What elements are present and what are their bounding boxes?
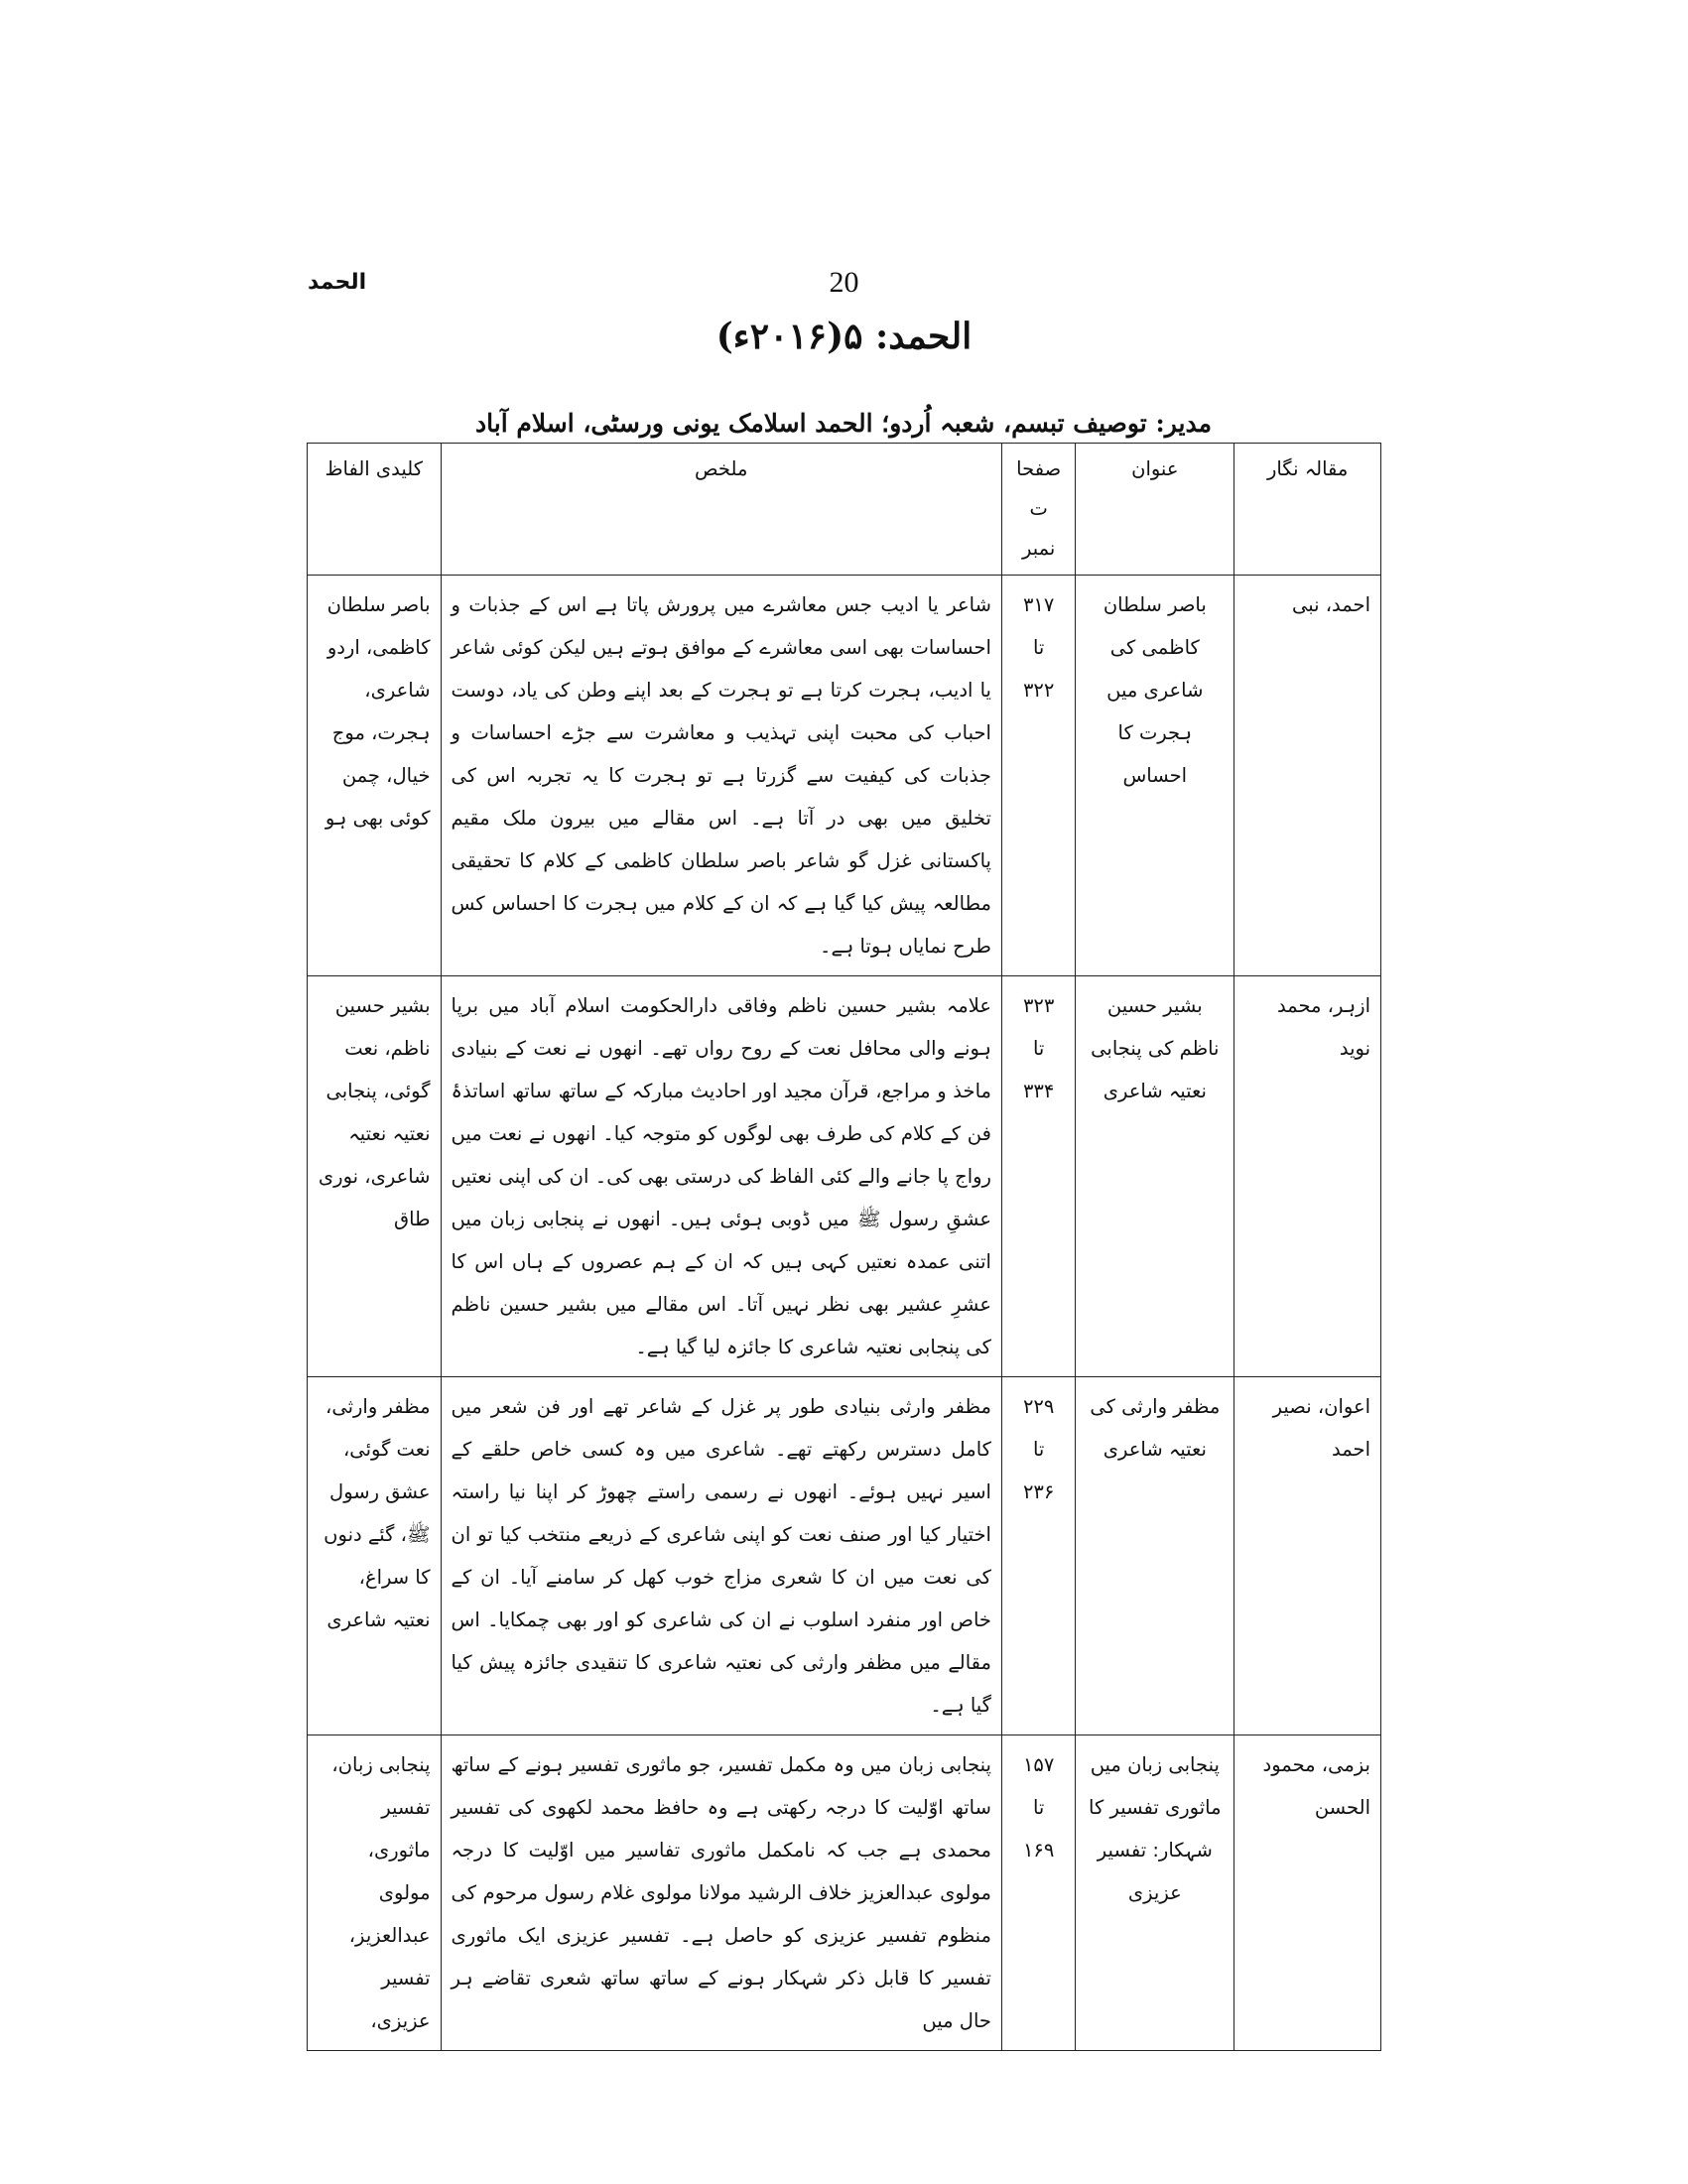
header-abstract: ملخص — [441, 444, 1001, 576]
keywords-cell: پنجابی زبان، تفسیر ماثوری، مولوی عبدالعزیز، تفسیر عزیزی، — [308, 1735, 442, 2051]
abstract-cell: پنجابی زبان میں وہ مکمل تفسیر، جو ماثوری تفسیر ہونے کے ساتھ ساتھ اوّلیت کا درجہ رکھتی ہے وہ حافظ محمد لکھوی کی تفسیر محمدی ہے جب کہ نامکمل ماثوری تفاسیر میں اوّلیت کا درجہ مولوی عبدالعزیز خلاف الرشید مولانا مولوی غلام رسول مرحوم کی منظوم تفسیر عزیزی کو حاصل ہے۔ تفسیر عزیزی ایک ماثوری تفسیر کا قابل ذکر شہکار ہونے کے ساتھ ساتھ شعری تقاضے ہر حال میں — [441, 1735, 1001, 2051]
author-cell: بزمی، محمود الحسن — [1234, 1735, 1381, 2051]
title-cell: باصر سلطان کاظمی کی شاعری میں ہجرت کا احساس — [1076, 576, 1234, 976]
header-pages: صفحات نمبر — [1001, 444, 1075, 576]
pages-cell — [1001, 576, 1075, 976]
page-number: 20 — [829, 266, 859, 299]
pages-cell — [1001, 976, 1075, 1377]
pages-to: ۳۳۴ — [1022, 1080, 1055, 1102]
pages-cell — [1001, 1377, 1075, 1735]
header-keywords: کلیدی الفاظ — [308, 444, 442, 576]
table-header-row — [308, 444, 1381, 576]
keywords-cell: بشیر حسین ناظم، نعت گوئی، پنجابی نعتیہ نعتیہ شاعری، نوری طاق — [308, 976, 442, 1377]
pages-separator: تا — [1032, 1037, 1045, 1060]
pages-separator: تا — [1032, 1438, 1045, 1461]
title-cell: بشیر حسین ناظم کی پنجابی نعتیہ شاعری — [1076, 976, 1234, 1377]
pages-separator: تا — [1032, 1796, 1045, 1819]
abstract-cell: علامہ بشیر حسین ناظم وفاقی دارالحکومت اسلام آباد میں برپا ہونے والی محافل نعت کے روح رواں تھے۔ انھوں نے نعت کے بنیادی ماخذ و مراجع، قرآن مجید اور احادیث مبارکہ کے ساتھ ساتھ اساتذۂ فن کے کلام کی طرف بھی لوگوں کو متوجہ کیا۔ انھوں نے نعت میں رواج پا جانے والے کئی الفاظ کی درستی بھی کی۔ ان کی اپنی نعتیں عشقِ رسول ﷺ میں ڈوبی ہوئی ہیں۔ انھوں نے پنجابی زبان میں اتنی عمدہ نعتیں کہی ہیں کہ ان کے ہم عصروں کے ہاں اس کا عشرِ عشیر بھی نظر نہیں آتا۔ اس مقالے میں بشیر حسین ناظم کی پنجابی نعتیہ شاعری کا جائزہ لیا گیا ہے۔ — [441, 976, 1001, 1377]
pages-from: ۲۲۹ — [1022, 1395, 1055, 1418]
pages-from: ۱۵۷ — [1022, 1753, 1055, 1776]
pages-to: ۱۶۹ — [1022, 1839, 1055, 1862]
abstract-cell: مظفر وارثی بنیادی طور پر غزل کے شاعر تھے اور فن شعر میں کامل دسترس رکھتے تھے۔ شاعری میں وہ کسی خاص حلقے کے اسیر نہیں ہوئے۔ انھوں نے رسمی راستے چھوڑ کر اپنا نیا راستہ اختیار کیا اور صنف نعت کو اپنی شاعری کے ذریعے منتخب کیا تو ان کی نعت میں ان کا شعری مزاج خوب کھل کر سامنے آیا۔ ان کے خاص اور منفرد اسلوب نے ان کی شاعری کو اور بھی چمکایا۔ اس مقالے میں مظفر وارثی کی نعتیہ شاعری کا تنقیدی جائزہ پیش کیا گیا ہے۔ — [441, 1377, 1001, 1735]
pages-from: ۳۱۷ — [1022, 593, 1055, 616]
title-cell: پنجابی زبان میں ماثوری تفسیر کا شہکار: تفسیر عزیزی — [1076, 1735, 1234, 2051]
abstract-cell: شاعر یا ادیب جس معاشرے میں پرورش پاتا ہے اس کے جذبات و احساسات بھی اسی معاشرے کے موافق ہوتے ہیں لیکن کوئی شاعر یا ادیب، ہجرت کرتا ہے تو ہجرت کے بعد اپنے وطن کی یاد، دوست احباب کی محبت اپنی تہذیب و معاشرت سے جڑے احساسات و جذبات کی کیفیت سے گزرتا ہے تو ہجرت کا یہ تجربہ اس کی تخلیق میں بھی در آتا ہے۔ اس مقالے میں بیرون ملک مقیم پاکستانی غزل گو شاعر باصر سلطان کاظمی کے کلام کا تحقیقی مطالعہ پیش کیا گیا ہے کہ ان کے کلام میں ہجرت کا احساس کس طرح نمایاں ہوتا ہے۔ — [441, 576, 1001, 976]
table-row — [308, 976, 1381, 1377]
journal-title: الحمد: ۵(۲۰۱۶ء) — [715, 316, 973, 357]
running-title: الحمد — [308, 270, 367, 295]
keywords-cell: مظفر وارثی، نعت گوئی، عشق رسول ﷺ، گئے دنوں کا سراغ، نعتیہ شاعری — [308, 1377, 442, 1735]
pages-from: ۳۲۳ — [1022, 994, 1055, 1017]
table-row — [308, 1735, 1381, 2051]
header-title: عنوان — [1076, 444, 1234, 576]
pages-cell — [1001, 1735, 1075, 2051]
table-row — [308, 576, 1381, 976]
pages-to: ۳۲۲ — [1022, 679, 1055, 702]
author-cell: احمد، نبی — [1234, 576, 1381, 976]
editor-line: مدیر: توصیف تبسم، شعبہ اُردو؛ الحمد اسلامک یونی ورسٹی، اسلام آباد — [475, 409, 1212, 438]
keywords-cell: باصر سلطان کاظمی، اردو شاعری، ہجرت، موج خیال، چمن کوئی بھی ہو — [308, 576, 442, 976]
pages-separator: تا — [1032, 636, 1045, 659]
table-row — [308, 1377, 1381, 1735]
author-cell: ازہر، محمد نوید — [1234, 976, 1381, 1377]
author-cell: اعوان، نصیر احمد — [1234, 1377, 1381, 1735]
pages-to: ۲۳۶ — [1022, 1480, 1055, 1503]
article-index-table — [307, 443, 1381, 2051]
title-cell: مظفر وارثی کی نعتیہ شاعری — [1076, 1377, 1234, 1735]
header-author: مقالہ نگار — [1234, 444, 1381, 576]
